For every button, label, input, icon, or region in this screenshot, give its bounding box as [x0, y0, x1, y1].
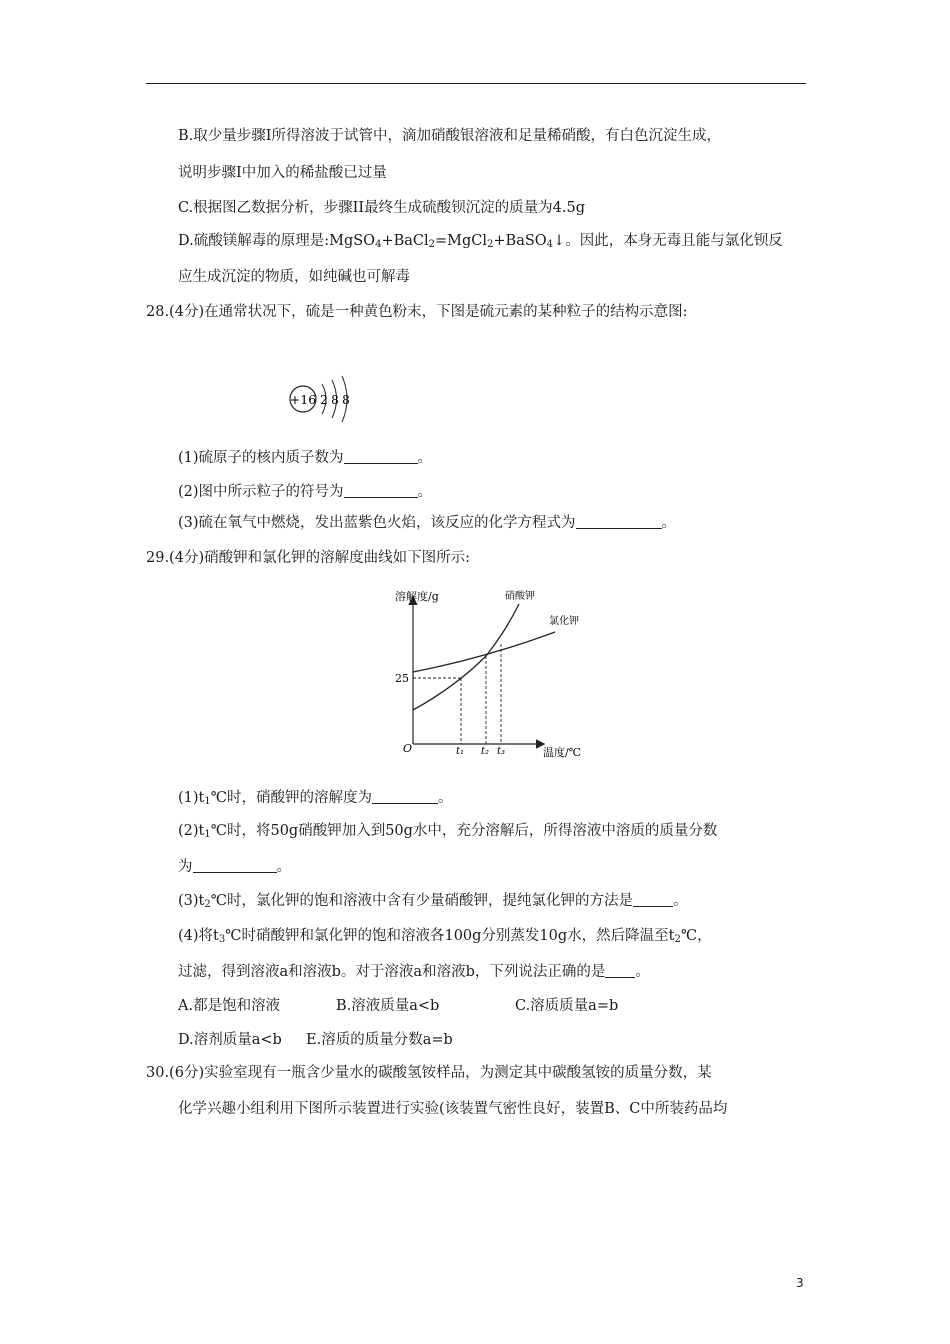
- y-tick-25: 25: [395, 672, 409, 685]
- question-28-2: (2)图中所示粒子的符号为 。: [178, 484, 433, 500]
- nucleus-charge: +16: [289, 392, 317, 407]
- series-kcl-line: [413, 632, 555, 672]
- question-28-1: (1)硫原子的核内质子数为 。: [178, 450, 433, 466]
- series-kno3-line: [413, 604, 519, 710]
- solubility-chart: [365, 584, 600, 760]
- sulfur-ion-diagram: [284, 362, 358, 430]
- x-tick-t3: t₃: [497, 746, 506, 757]
- page-number: 3: [796, 1276, 804, 1290]
- option-b-line2: 说明步骤Ⅰ中加入的稀盐酸已过量: [178, 165, 387, 181]
- choice-d: D.溶剂质量a<b: [178, 1032, 282, 1048]
- option-c: C.根据图乙数据分析，步骤II最终生成硫酸钡沉淀的质量为4.5g: [178, 200, 585, 216]
- question-29-4-line1: (4)将$t_3℃$时硝酸钾和氯化钾的饱和溶液各100g分别蒸发10g水，然后降温至$t_2℃$，: [178, 928, 712, 945]
- shell-count-2: 8: [331, 393, 339, 407]
- question-29-2-line1: $(2)t_1℃$时，将50g硝酸钾加入到50g水中，充分溶解后，所得溶液中溶质的质量分数: [178, 823, 718, 840]
- shell-count-3: 8: [342, 393, 350, 407]
- option-d-line2: 应生成沉淀的物质，如纯碱也可解毒: [178, 269, 410, 285]
- option-d-line1: D.硫酸镁解毒的原理是:MgSO$_4$+BaCl$_2$=MgCl$_2$+BaSO$_4$↓。因此，本身无毒且能与氯化钡反: [178, 233, 783, 250]
- header-rule: [146, 83, 806, 84]
- question-30-line1: 30.(6分)实验室现有一瓶含少量水的碳酸氢铵样品，为测定其中碳酸氢铵的质量分数，某: [146, 1065, 712, 1081]
- series-kno3-label: 硝酸钾: [505, 591, 535, 602]
- choice-a: A.都是饱和溶液: [178, 998, 281, 1014]
- question-29: 29.(4分)硝酸钾和氯化钾的溶解度曲线如下图所示:: [146, 550, 470, 566]
- x-axis-label: 温度/℃: [543, 746, 582, 759]
- option-b-line1: B.取少量步骤Ⅰ所得溶波于试管中，滴加硝酸银溶液和足量稀硝酸，有白色沉淀生成，: [178, 128, 721, 144]
- origin-label: O: [403, 742, 413, 755]
- choice-c: C.溶质质量a=b: [515, 998, 619, 1014]
- y-axis-label: 溶解度/g: [395, 590, 439, 603]
- x-tick-t1: t₁: [456, 746, 465, 757]
- series-kcl-label: 氯化钾: [549, 616, 579, 627]
- question-30-line2: 化学兴趣小组利用下图所示装置进行实验(该装置气密性良好，装置B、C中所装药品均: [178, 1101, 728, 1117]
- choice-e: E.溶质的质量分数a=b: [306, 1032, 453, 1048]
- question-28: 28.(4分)在通常状况下，硫是一种黄色粉末，下图是硫元素的某种粒子的结构示意图:: [146, 304, 688, 320]
- question-29-3: $(3)t_2℃$时，氯化钾的饱和溶液中含有少量硝酸钾，提纯氯化钾的方法是 。: [178, 893, 688, 910]
- question-28-3: (3)硫在氧气中燃烧，发出蓝紫色火焰，该反应的化学方程式为 。: [178, 515, 677, 531]
- question-29-2-line2: 为 。: [178, 859, 291, 875]
- choice-b: B.溶液质量a<b: [336, 998, 440, 1014]
- shell-count-1: 2: [320, 393, 328, 407]
- question-29-4-line2: 过滤，得到溶液a和溶液b。对于溶液a和溶液b，下列说法正确的是 。: [178, 964, 650, 980]
- x-tick-t2: t₂: [481, 746, 490, 757]
- question-29-1: $(1)t_1℃$时，硝酸钾的溶解度为 。: [178, 790, 453, 807]
